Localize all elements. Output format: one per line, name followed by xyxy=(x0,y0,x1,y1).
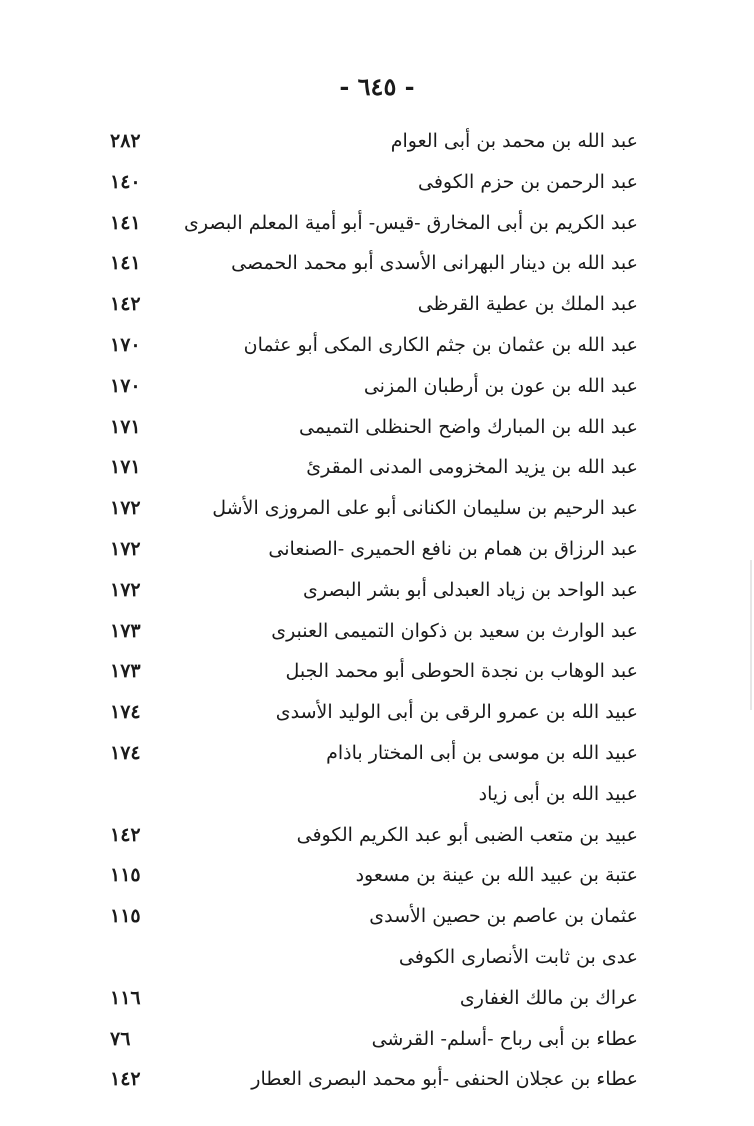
entry-page: ١٧٤ xyxy=(110,701,141,724)
entry-name: عبد الله بن المبارك واضح الحنظلى التميمى xyxy=(299,415,638,438)
entry-page: ١٧٣ xyxy=(110,660,141,683)
index-entry xyxy=(100,858,660,899)
index-entry xyxy=(100,369,660,410)
entry-page: ١٤٢ xyxy=(110,823,141,846)
entry-name: عبيد الله بن موسى بن أبى المختار باذام xyxy=(326,741,638,764)
entry-page: ١٧٢ xyxy=(110,497,141,520)
index-entry xyxy=(100,654,660,695)
entry-name: عبد الواحد بن زياد العبدلى أبو بشر البصرى xyxy=(303,578,638,601)
entry-name: عبد الكريم بن أبى المخارق -قيس- أبو أمية المعلم البصرى xyxy=(184,211,638,234)
entry-name: عثمان بن عاصم بن حصين الأسدى xyxy=(369,905,638,928)
entry-page: ١١٥ xyxy=(110,905,141,928)
entry-name: عبيد الله بن عمرو الرقى بن أبى الوليد الأسدى xyxy=(275,701,638,724)
index-entry xyxy=(100,736,660,777)
entry-page: ١٧٢ xyxy=(110,537,141,560)
index-entry xyxy=(100,940,660,981)
entry-page: ١٤٢ xyxy=(110,293,141,316)
entry-name: عبد الملك بن عطية القرظى xyxy=(417,293,638,316)
index-entry xyxy=(100,777,660,818)
index-list xyxy=(100,124,660,1103)
entry-name: عبد الله بن محمد بن أبى العوام xyxy=(390,130,638,152)
entry-name: عطاء بن عجلان الحنفى -أبو محمد البصرى العطار xyxy=(251,1068,638,1091)
entry-name: عبيد بن متعب الضبى أبو عبد الكريم الكوفى xyxy=(296,823,638,846)
index-entry xyxy=(100,532,660,573)
entry-name: عبد الله بن دينار البهرانى الأسدى أبو محمد الحمصى xyxy=(231,252,638,275)
entry-name: عبد الله بن عثمان بن جثم الكارى المكى أبو عثمان xyxy=(243,333,638,356)
entry-page: ١٧١ xyxy=(110,415,141,438)
entry-name: عدى بن ثابت الأنصارى الكوفى xyxy=(398,945,638,968)
index-entry xyxy=(100,1062,660,1103)
index-entry xyxy=(100,573,660,614)
entry-name: عبيد الله بن أبى زياد xyxy=(478,782,638,805)
index-entry xyxy=(100,695,660,736)
entry-page: ١٧٠ xyxy=(110,333,141,356)
entry-name: عبد الرزاق بن همام بن نافع الحميرى -الصنعانى xyxy=(268,537,638,560)
index-entry xyxy=(100,206,660,247)
entry-name: عبد الرحمن بن حزم الكوفى xyxy=(418,170,638,193)
index-entry xyxy=(100,981,660,1022)
entry-page: ١١٥ xyxy=(110,864,141,887)
index-entry xyxy=(100,1022,660,1063)
index-entry xyxy=(100,450,660,491)
entry-page: ١١٦ xyxy=(110,986,141,1009)
entry-page: ١٧١ xyxy=(110,456,141,479)
index-entry xyxy=(100,899,660,940)
entry-page: ١٧٠ xyxy=(110,374,141,397)
entry-page: ٧٦ xyxy=(110,1027,131,1050)
index-entry xyxy=(100,491,660,532)
entry-page: ١٧٤ xyxy=(110,741,141,764)
index-entry xyxy=(100,124,660,165)
index-entry xyxy=(100,287,660,328)
index-entry xyxy=(100,328,660,369)
entry-name: عتبة بن عبيد الله بن عينة بن مسعود xyxy=(355,864,638,887)
entry-page: ٢٨٢ xyxy=(110,130,141,152)
index-entry xyxy=(100,165,660,206)
entry-page: ١٤١ xyxy=(110,211,141,234)
index-entry xyxy=(100,410,660,451)
entry-page: ١٧٢ xyxy=(110,578,141,601)
entry-name: عبد الوهاب بن نجدة الحوطى أبو محمد الجبل xyxy=(285,660,638,683)
index-entry xyxy=(100,246,660,287)
entry-name: عبد الله بن عون بن أرطبان المزنى xyxy=(363,374,638,397)
entry-page: ١٤٢ xyxy=(110,1068,141,1091)
entry-name: عطاء بن أبى رباح -أسلم- القرشى xyxy=(371,1027,638,1050)
entry-name: عبد الوارث بن سعيد بن ذكوان التميمى العنبرى xyxy=(271,619,638,642)
index-entry xyxy=(100,614,660,655)
entry-name: عراك بن مالك الغفارى xyxy=(459,986,638,1009)
page-number: - ٦٤٥ - xyxy=(339,72,415,101)
entry-page: ١٧٣ xyxy=(110,619,141,642)
scan-margin-line xyxy=(750,560,752,710)
entry-name: عبد الرحيم بن سليمان الكنانى أبو على المروزى الأشل xyxy=(212,497,638,520)
entry-page: ١٤١ xyxy=(110,252,141,275)
index-entry xyxy=(100,818,660,859)
entry-name: عبد الله بن يزيد المخزومى المدنى المقرئ xyxy=(306,456,638,479)
entry-page: ١٤٠ xyxy=(110,170,141,193)
